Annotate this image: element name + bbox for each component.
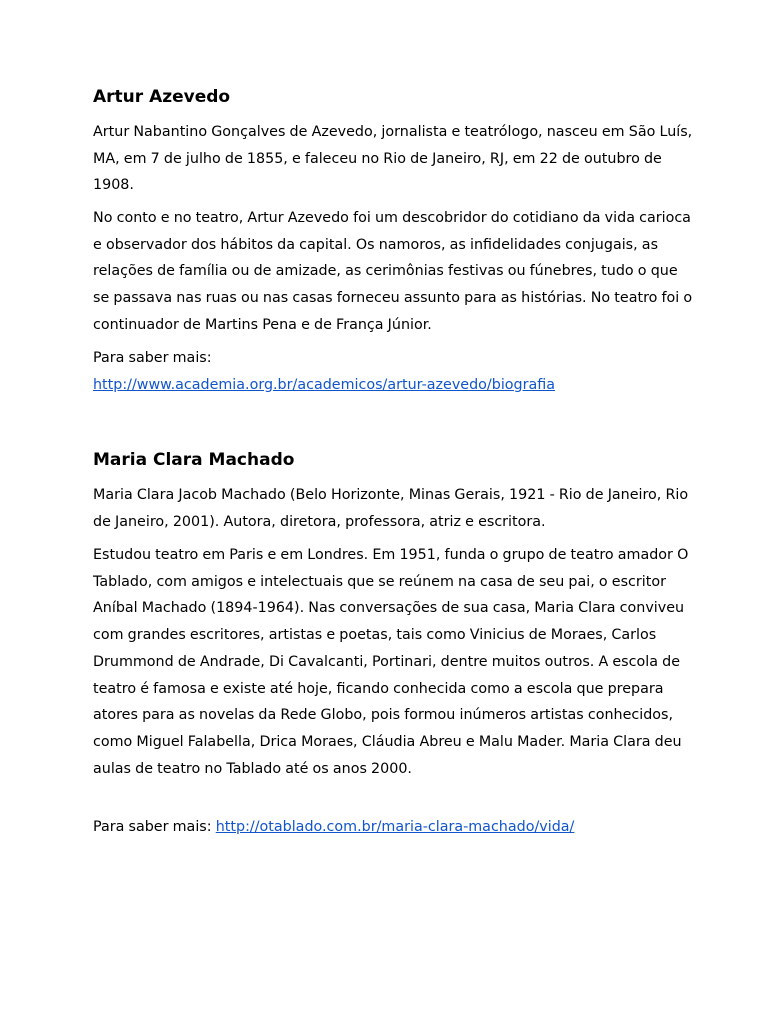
more-info-artur <box>93 345 693 398</box>
paragraph-maria-clara-description: Estudou teatro em Paris e em Londres. Em 1951, funda o grupo de teatro amador O Tablado, com amigos e intelectuais que se reúnem na casa de seu pai, o escritor Aníbal Machado (1894-1964). Nas conversações de sua casa, Maria Clara conviveu com grandes escritores, artistas e poetas, tais como Vinicius de Moraes, Carlos Drummond de Andrade, Di Cavalcanti, Portinari, dentre muitos outros. A escola de teatro é famosa e existe até hoje, ficando conhecida como a escola que prepara atores para as novelas da Rede Globo, pois formou inúmeros artistas conhecidos, como Miguel Falabella, Drica Moraes, Cláudia Abreu e Malu Mader. Maria Clara deu aulas de teatro no Tablado até os anos 2000. <box>93 547 689 777</box>
maria-clara-vida-link[interactable]: http://otablado.com.br/maria-clara-machado/vida/ <box>215 819 575 835</box>
paragraph-maria-clara-bio: Maria Clara Jacob Machado (Belo Horizonte, Minas Gerais, 1921 - Rio de Janeiro, Rio de Janeiro, 2001). Autora, diretora, professora, atriz e escritora. <box>93 487 689 530</box>
paragraph-artur-description: No conto e no teatro, Artur Azevedo foi um descobridor do cotidiano da vida carioca e observador dos hábitos da capital. Os namoros, as infidelidades conjugais, as relações de família ou de amizade, as cerimônias festivas ou fúnebres, tudo o que se passava nas ruas ou nas casas forneceu assunto para as histórias. No teatro foi o continuador de Martins Pena e de França Júnior. <box>93 210 693 333</box>
more-info-label: Para saber mais: <box>93 819 212 835</box>
more-info-maria-clara <box>93 814 693 841</box>
artur-biography-link[interactable]: http://www.academia.org.br/academicos/artur-azevedo/biografia <box>93 376 556 393</box>
paragraph-artur-bio: Artur Nabantino Gonçalves de Azevedo, jornalista e teatrólogo, nasceu em São Luís, MA, em 7 de julho de 1855, e faleceu no Rio de Janeiro, RJ, em 22 de outubro de 1908. <box>93 124 693 194</box>
section-heading-artur-azevedo: Artur Azevedo <box>93 87 231 107</box>
section-heading-maria-clara-machado: Maria Clara Machado <box>93 450 295 470</box>
more-info-label: Para saber mais: <box>93 350 212 366</box>
